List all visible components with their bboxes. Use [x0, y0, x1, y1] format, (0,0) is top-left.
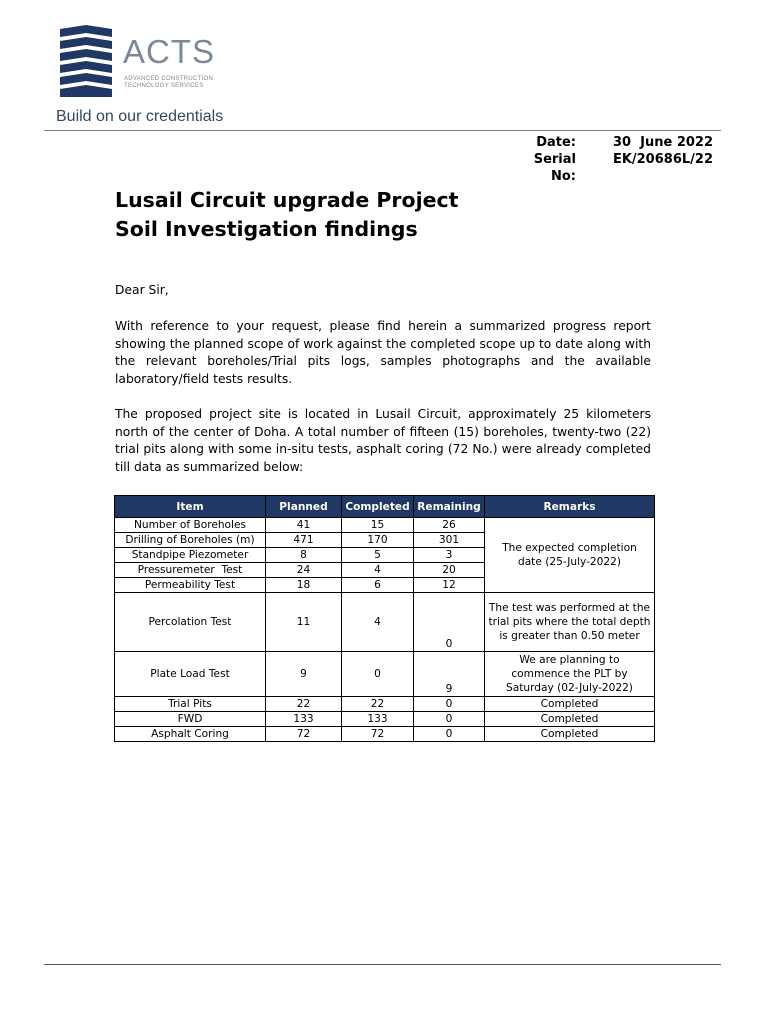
cell-planned: 8: [266, 548, 342, 563]
paragraph-2: The proposed project site is located in Lusail Circuit, approximately 25 kilometers north of the center of Doha. A total number of fifteen (15) boreholes, twenty-two (22) trial pits along with some in-situ tests, asphalt coring (72 No.) were already completed till data as summarized below:: [115, 407, 651, 474]
paragraph-1: With reference to your request, please find herein a summarized progress report showing the planned scope of work against the completed scope up to date along with the relevant boreholes/Trial pits logs, samples photographs and the available laboratory/field tests results.: [115, 319, 651, 386]
table-row: [115, 712, 655, 727]
cell-completed: 6: [342, 578, 414, 593]
cell-remaining: 9: [414, 652, 485, 697]
table-row: [115, 727, 655, 742]
company-subtitle-line1: ADVANCED CONSTRUCTION: [124, 76, 214, 82]
stacked-bars-logo-icon: [56, 25, 116, 97]
footer-divider: [44, 964, 721, 965]
cell-planned: 18: [266, 578, 342, 593]
title-line-1: Lusail Circuit upgrade Project: [115, 188, 459, 212]
meta-values: [600, 134, 713, 168]
cell-planned: 72: [266, 727, 342, 742]
cell-remaining: 0: [414, 727, 485, 742]
company-tagline: Build on our credentials: [56, 108, 224, 125]
cell-item: FWD: [115, 712, 266, 727]
cell-remarks: Completed: [485, 697, 655, 712]
cell-remaining: 3: [414, 548, 485, 563]
header-planned: Planned: [266, 496, 342, 518]
cell-item: Permeability Test: [115, 578, 266, 593]
meta-labels: [512, 134, 576, 185]
table-row: [115, 652, 655, 697]
cell-remaining: 0: [414, 593, 485, 652]
cell-item: Trial Pits: [115, 697, 266, 712]
cell-planned: 22: [266, 697, 342, 712]
cell-completed: 15: [342, 518, 414, 533]
cell-completed: 0: [342, 652, 414, 697]
company-name: ACTS: [123, 33, 216, 70]
cell-group-remark: The expected completion date (25-July-2022): [485, 518, 655, 593]
cell-planned: 41: [266, 518, 342, 533]
cell-item: Asphalt Coring: [115, 727, 266, 742]
cell-planned: 133: [266, 712, 342, 727]
cell-remaining: 301: [414, 533, 485, 548]
cell-planned: 11: [266, 593, 342, 652]
cell-completed: 170: [342, 533, 414, 548]
header-completed: Completed: [342, 496, 414, 518]
date-label: Date:: [536, 135, 576, 150]
cell-remaining: 0: [414, 712, 485, 727]
header-remaining: Remaining: [414, 496, 485, 518]
progress-summary-table: [114, 495, 655, 742]
cell-remaining: 20: [414, 563, 485, 578]
cell-item: Pressuremeter Test: [115, 563, 266, 578]
document-title: [115, 186, 458, 244]
cell-item: Plate Load Test: [115, 652, 266, 697]
serial-value: EK/20686L/22: [612, 152, 713, 167]
cell-item: Number of Boreholes: [115, 518, 266, 533]
cell-completed: 133: [342, 712, 414, 727]
serial-label: Serial No:: [533, 152, 576, 184]
title-line-2: Soil Investigation findings: [115, 217, 418, 241]
cell-remarks: The test was performed at the trial pits where the total depth is greater than 0.50 meter: [485, 593, 655, 652]
cell-planned: 24: [266, 563, 342, 578]
table-row: [115, 593, 655, 652]
company-subtitle-line2: TECHNOLOGY SERVICES: [124, 83, 204, 89]
cell-item: Standpipe Piezometer: [115, 548, 266, 563]
cell-completed: 22: [342, 697, 414, 712]
cell-remaining: 12: [414, 578, 485, 593]
cell-remaining: 0: [414, 697, 485, 712]
header-remarks: Remarks: [485, 496, 655, 518]
cell-completed: 4: [342, 593, 414, 652]
cell-planned: 471: [266, 533, 342, 548]
cell-completed: 4: [342, 563, 414, 578]
cell-completed: 72: [342, 727, 414, 742]
cell-item: Drilling of Boreholes (m): [115, 533, 266, 548]
table-header-row: [115, 496, 655, 518]
table-row: [115, 697, 655, 712]
cell-completed: 5: [342, 548, 414, 563]
date-value: 30 June 2022: [612, 135, 713, 150]
cell-remarks: We are planning to commence the PLT by Saturday (02-July-2022): [485, 652, 655, 697]
header-item: Item: [115, 496, 266, 518]
header-divider: [44, 130, 721, 131]
cell-remaining: 26: [414, 518, 485, 533]
cell-remarks: Completed: [485, 727, 655, 742]
cell-planned: 9: [266, 652, 342, 697]
cell-item: Percolation Test: [115, 593, 266, 652]
salutation: Dear Sir,: [115, 283, 169, 297]
cell-remarks: Completed: [485, 712, 655, 727]
company-subtitle: [124, 76, 213, 90]
table-row: [115, 518, 655, 533]
